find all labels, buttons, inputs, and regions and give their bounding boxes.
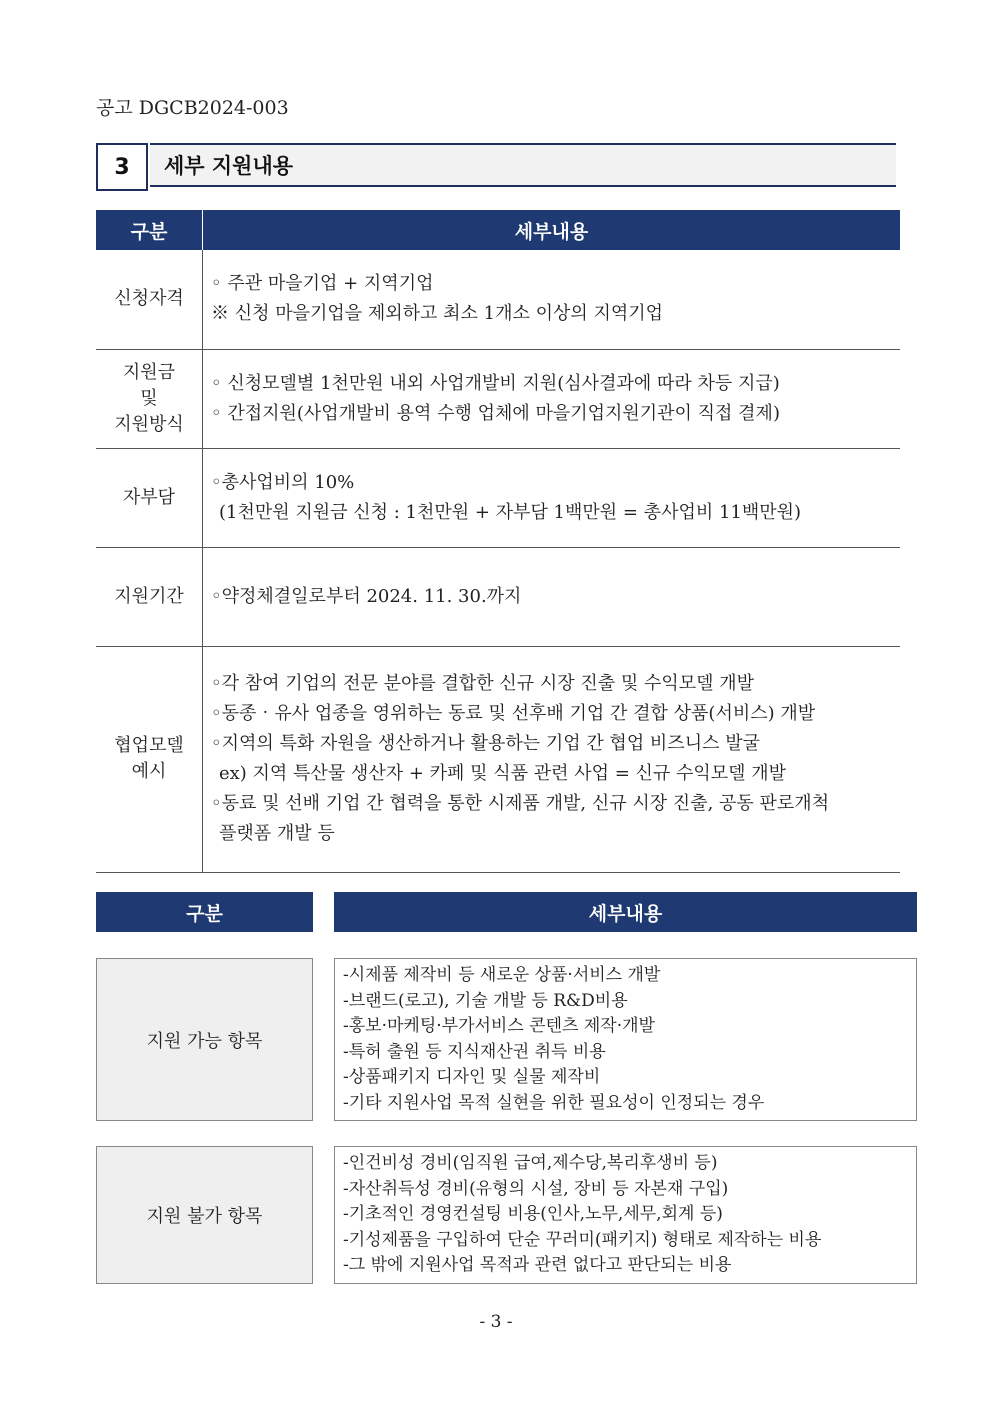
row-label-line: 자부담 — [122, 486, 176, 508]
row-content — [203, 547, 901, 646]
list-item: -브랜드(로고), 기술 개발 등 R&D비용 — [343, 990, 628, 1011]
row-content — [203, 349, 901, 448]
row-label — [96, 547, 203, 646]
list-item: -홍보·마케팅·부가서비스 콘텐츠 제작·개발 — [343, 1016, 655, 1037]
table-row — [96, 250, 900, 349]
row-content — [203, 250, 901, 349]
list-item: -기타 지원사업 목적 실현을 위한 필요성이 인정되는 경우 — [343, 1092, 765, 1113]
table-row — [96, 448, 900, 547]
column-header-details-2: 세부내용 — [334, 892, 917, 932]
content-line: ◦ 간접지원(사업개발비 용역 수행 업체에 마을기업지원기관이 직접 결제) — [211, 402, 780, 424]
document-code: 공고 DGCB2024-003 — [96, 97, 289, 119]
row-label — [96, 250, 203, 349]
section-number: 3 — [96, 143, 148, 191]
row-label-line: 지원기간 — [114, 585, 184, 607]
row-label-line: 신청자격 — [114, 288, 184, 310]
ineligible-items-label: 지원 불가 항목 — [96, 1146, 313, 1284]
eligible-items-list — [334, 958, 917, 1121]
eligible-items-label: 지원 가능 항목 — [96, 958, 313, 1121]
table-header-row — [96, 210, 900, 250]
section-title: 세부 지원내용 — [150, 143, 896, 187]
row-label — [96, 349, 203, 448]
content-line: ◦동종‧유사 업종을 영위하는 동료 및 선후배 기업 간 결합 상품(서비스) 개발 — [211, 703, 816, 724]
content-line: (1천만원 지원금 신청 : 1천만원 + 자부담 1백만원 = 총사업비 11백만원) — [219, 501, 802, 523]
content-line: ex) 지역 특산물 생산자 + 카페 및 식품 관련 사업 = 신규 수익모델 개발 — [219, 763, 787, 784]
content-line: ◦ 주관 마을기업 + 지역기업 — [211, 273, 434, 295]
content-line: ◦동료 및 선배 기업 간 협력을 통한 시제품 개발, 신규 시장 진출, 공동 판로개척 — [211, 793, 830, 814]
list-item: -자산취득성 경비(유형의 시설, 장비 등 자본재 구입) — [343, 1178, 729, 1199]
row-label — [96, 646, 203, 872]
content-line: ◦총사업비의 10% — [211, 471, 355, 493]
section-header — [96, 143, 896, 191]
table-row — [96, 646, 900, 872]
column-header-category: 구분 — [96, 210, 203, 250]
row-label-line: 예시 — [131, 761, 167, 782]
row-label-line: 지원금 — [122, 361, 176, 383]
row-label-line: 지원방식 — [114, 413, 184, 435]
content-line: ※ 신청 마을기업을 제외하고 최소 1개소 이상의 지역기업 — [211, 303, 664, 325]
content-line: ◦ 신청모델별 1천만원 내외 사업개발비 지원(심사결과에 따라 차등 지급) — [211, 372, 780, 394]
support-details-table — [96, 210, 900, 873]
row-label — [96, 448, 203, 547]
list-item: -시제품 제작비 등 새로운 상품·서비스 개발 — [343, 965, 661, 985]
row-content — [203, 448, 901, 547]
column-header-details: 세부내용 — [203, 210, 901, 250]
ineligible-items-list — [334, 1146, 917, 1284]
list-item: -특허 출원 등 지식재산권 취득 비용 — [343, 1041, 606, 1062]
row-content — [203, 646, 901, 872]
table-row — [96, 349, 900, 448]
content-line: ◦약정체결일로부터 2024. 11. 30.까지 — [211, 585, 522, 607]
row-label-line: 및 — [140, 387, 158, 409]
table-row — [96, 547, 900, 646]
list-item: -기성제품을 구입하여 단순 꾸러미(패키지) 형태로 제작하는 비용 — [343, 1229, 822, 1250]
content-line: ◦지역의 특화 자원을 생산하거나 활용하는 기업 간 협업 비즈니스 발굴 — [211, 733, 760, 754]
content-line: 플랫폼 개발 등 — [219, 823, 335, 844]
page-number: - 3 - — [479, 1312, 513, 1332]
list-item: -기초적인 경영컨설팅 비용(인사,노무,세무,회계 등) — [343, 1204, 723, 1225]
content-line: ◦각 참여 기업의 전문 분야를 결합한 신규 시장 진출 및 수익모델 개발 — [211, 673, 755, 694]
list-item: -그 밖에 지원사업 목적과 관련 없다고 판단되는 비용 — [343, 1255, 732, 1276]
row-label-line: 협업모델 — [114, 735, 184, 756]
list-item: -인건비성 경비(임직원 급여,제수당,복리후생비 등) — [343, 1153, 718, 1173]
list-item: -상품패키지 디자인 및 실물 제작비 — [343, 1067, 601, 1088]
column-header-category-2: 구분 — [96, 892, 313, 932]
